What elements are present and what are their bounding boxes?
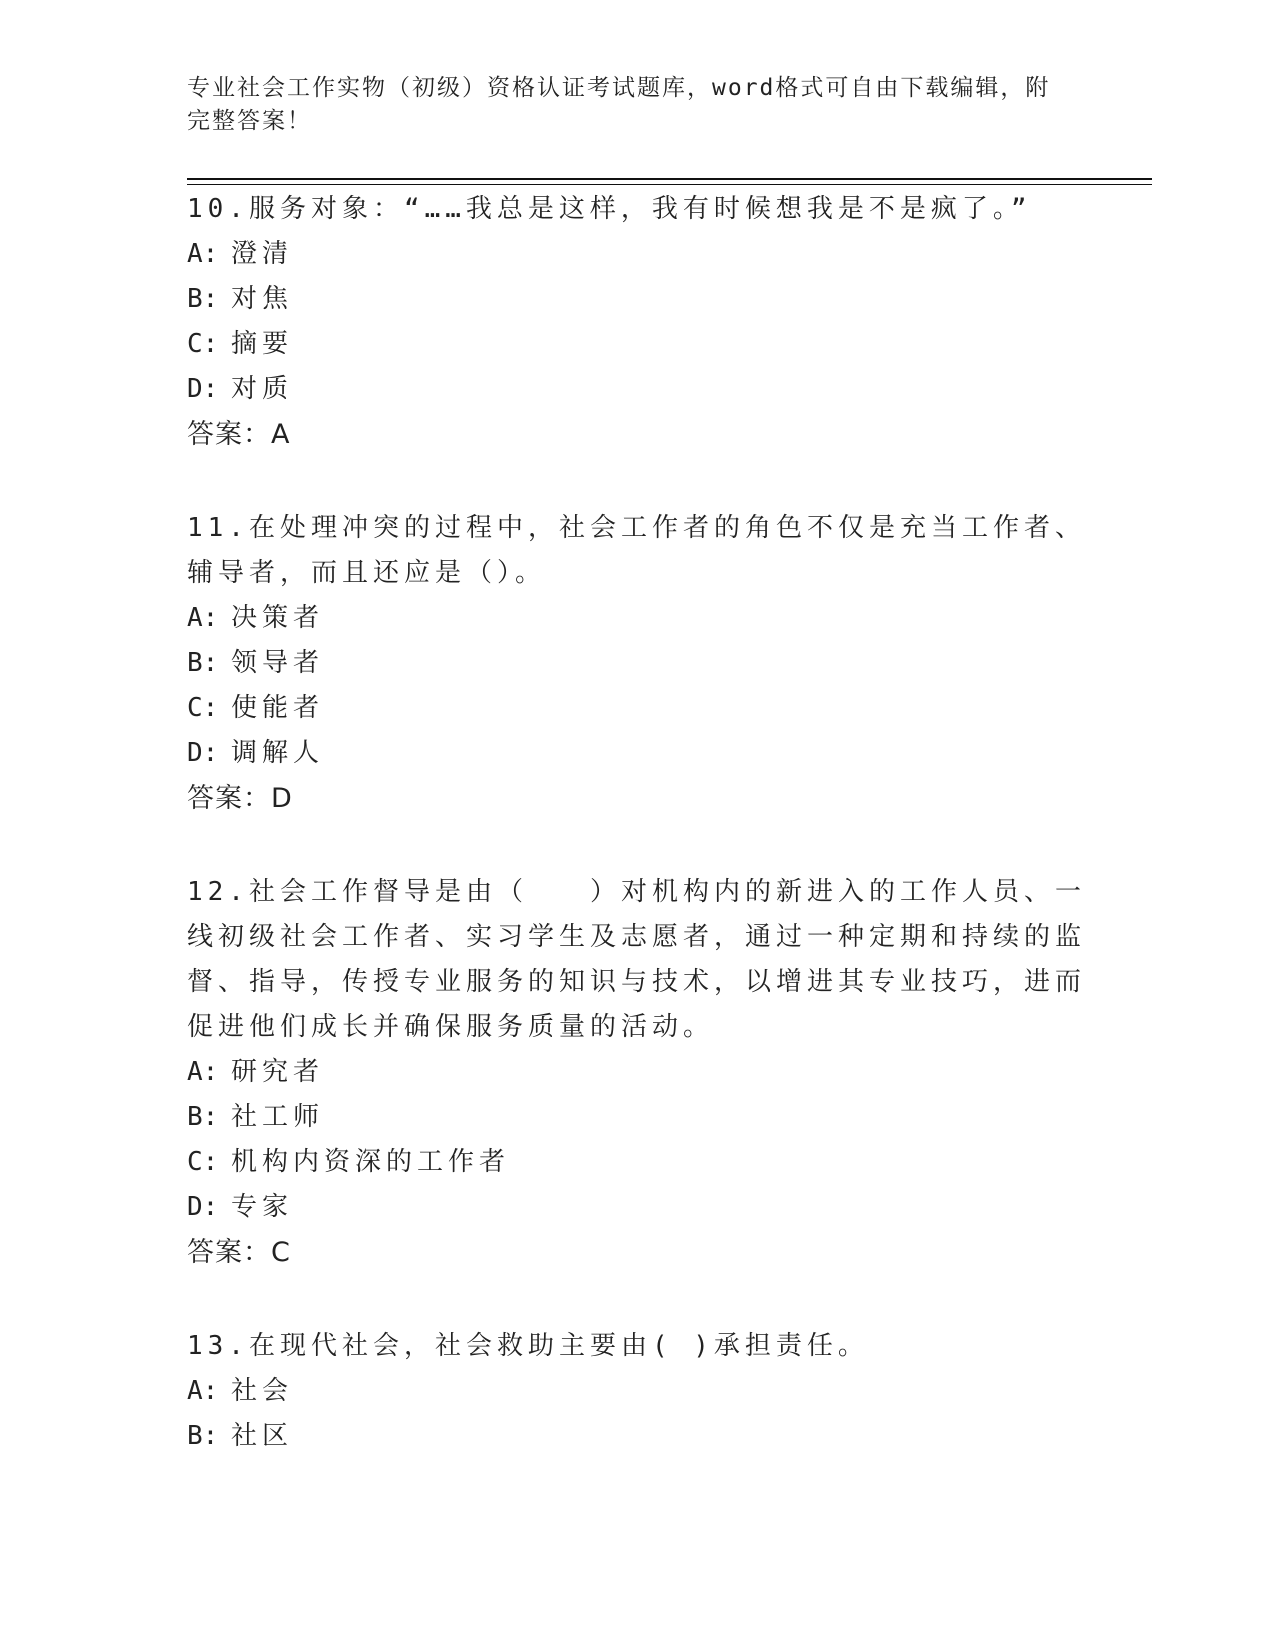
option-text: 领导者: [231, 648, 325, 678]
option-a: [187, 596, 1087, 641]
header-rule-thick: [187, 178, 1152, 180]
question-10: [187, 187, 1087, 458]
option-letter: B:: [187, 648, 219, 678]
option-d: [187, 731, 1087, 776]
option-d: [187, 1185, 1087, 1230]
option-text: 摘要: [231, 329, 294, 359]
option-letter: A:: [187, 603, 219, 633]
option-letter: B:: [187, 284, 219, 314]
option-a: [187, 1369, 1087, 1414]
header-rule-thin: [187, 184, 1152, 185]
question-text: 11.在处理冲突的过程中，社会工作者的角色不仅是充当工作者、辅导者，而且还应是（）。: [187, 513, 1086, 588]
option-d: [187, 367, 1087, 412]
option-letter: C:: [187, 693, 219, 723]
option-text: 社区: [231, 1421, 294, 1451]
option-letter: D:: [187, 374, 219, 404]
option-letter: A:: [187, 1057, 219, 1087]
option-c: [187, 322, 1087, 367]
question-13: [187, 1324, 1087, 1459]
document-header: 专业社会工作实物（初级）资格认证考试题库，word格式可自由下载编辑，附完整答案！: [187, 75, 1051, 134]
option-b: [187, 1095, 1087, 1140]
option-text: 机构内资深的工作者: [231, 1147, 511, 1177]
option-letter: B:: [187, 1421, 219, 1451]
option-b: [187, 1414, 1087, 1459]
option-letter: A:: [187, 239, 219, 269]
option-text: 专家: [231, 1192, 294, 1222]
option-letter: B:: [187, 1102, 219, 1132]
option-text: 决策者: [231, 603, 325, 633]
option-letter: C:: [187, 1147, 219, 1177]
question-text: 10.服务对象：“……我总是这样，我有时候想我是不是疯了。”: [187, 194, 1032, 224]
question-11: [187, 506, 1087, 822]
option-c: [187, 1140, 1087, 1185]
option-text: 调解人: [231, 738, 325, 768]
answer-line: 答案：D: [187, 783, 293, 814]
option-text: 对焦: [231, 284, 294, 314]
answer-line: 答案：C: [187, 1237, 291, 1268]
question-text: 12.社会工作督导是由（ ）对机构内的新进入的工作人员、一线初级社会工作者、实习学生及志愿者，通过一种定期和持续的监督、指导，传授专业服务的知识与技术，以增进其专业技巧，进而促进他们成长并确保服务质量的活动。: [187, 877, 1087, 1042]
option-letter: D:: [187, 1192, 219, 1222]
option-a: [187, 1050, 1087, 1095]
question-12: [187, 870, 1087, 1276]
option-text: 澄清: [231, 239, 294, 269]
answer-line: 答案：A: [187, 419, 291, 450]
question-text: 13.在现代社会，社会救助主要由( )承担责任。: [187, 1331, 869, 1361]
option-text: 对质: [231, 374, 294, 404]
option-c: [187, 686, 1087, 731]
question-list: [187, 187, 1087, 1507]
option-letter: C:: [187, 329, 219, 359]
option-b: [187, 641, 1087, 686]
option-text: 社工师: [231, 1102, 325, 1132]
option-letter: D:: [187, 738, 219, 768]
option-b: [187, 277, 1087, 322]
option-text: 研究者: [231, 1057, 325, 1087]
option-a: [187, 232, 1087, 277]
option-letter: A:: [187, 1376, 219, 1406]
option-text: 社会: [231, 1376, 294, 1406]
option-text: 使能者: [231, 693, 325, 723]
